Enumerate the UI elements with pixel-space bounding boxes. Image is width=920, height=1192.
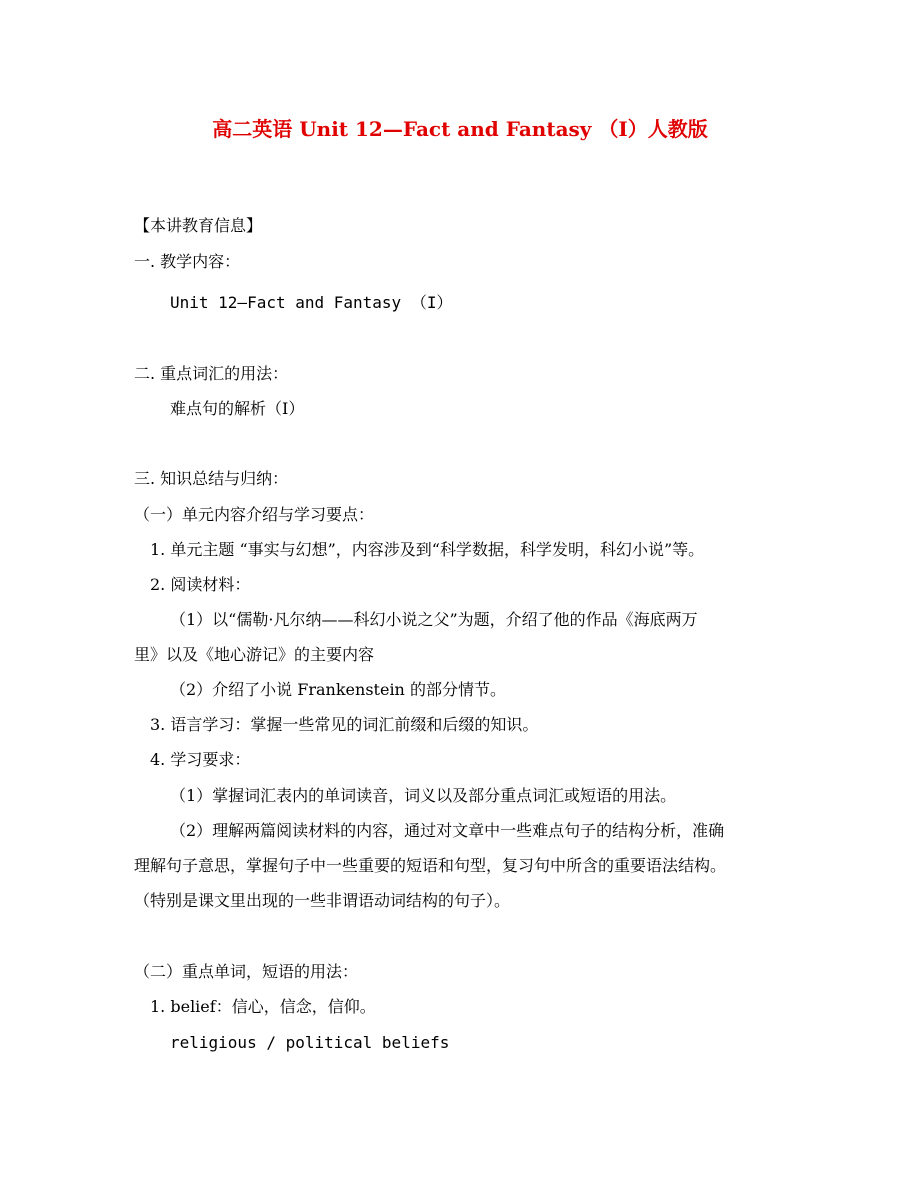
section-1-content: Unit 12—Fact and Fantasy （I）: [170, 293, 453, 312]
word-entry-1-example: religious / political beliefs: [170, 1033, 450, 1052]
list-item-2-2: （2）介绍了小说 Frankenstein 的部分情节。: [170, 680, 506, 699]
word-entry-1: 1. belief：信心，信念，信仰。: [150, 997, 376, 1016]
list-item-1: 1. 单元主题 “事实与幻想”，内容涉及到“科学数据，科学发明，科幻小说”等。: [150, 540, 705, 559]
document-title: 高二英语 Unit 12—Fact and Fantasy （I）人教版: [212, 117, 708, 141]
list-item-4: 4. 学习要求：: [150, 750, 251, 769]
section-2-heading: 二. 重点词汇的用法：: [134, 364, 289, 383]
list-item-4-1: （1）掌握词汇表内的单词读音，词义以及部分重点词汇或短语的用法。: [170, 786, 677, 805]
list-item-4-2-line-3: （特别是课文里出现的一些非谓语动词结构的句子）。: [134, 891, 511, 910]
subsection-2-heading: （二）重点单词，短语的用法：: [134, 962, 359, 981]
section-1-heading: 一. 教学内容：: [134, 252, 241, 271]
list-item-2-1-line-1: （1）以“儒勒·凡尔纳——科幻小说之父”为题，介绍了他的作品《海底两万: [170, 610, 698, 629]
list-item-3: 3. 语言学习：掌握一些常见的词汇前缀和后缀的知识。: [150, 715, 539, 734]
list-item-4-2-line-1: （2）理解两篇阅读材料的内容，通过对文章中一些难点句子的结构分析，准确: [170, 821, 725, 840]
section-3-heading: 三. 知识总结与归纳：: [134, 469, 289, 488]
list-item-2: 2. 阅读材料：: [150, 575, 251, 594]
info-header: 【本讲教育信息】: [134, 216, 263, 235]
list-item-2-1-line-2: 里》以及《地心游记》的主要内容: [134, 645, 375, 664]
section-2-content: 难点句的解析（I）: [170, 399, 305, 418]
subsection-1-heading: （一）单元内容介绍与学习要点：: [134, 505, 375, 524]
list-item-4-2-line-2: 理解句子意思，掌握句子中一些重要的短语和句型，复习句中所含的重要语法结构。: [134, 856, 727, 875]
